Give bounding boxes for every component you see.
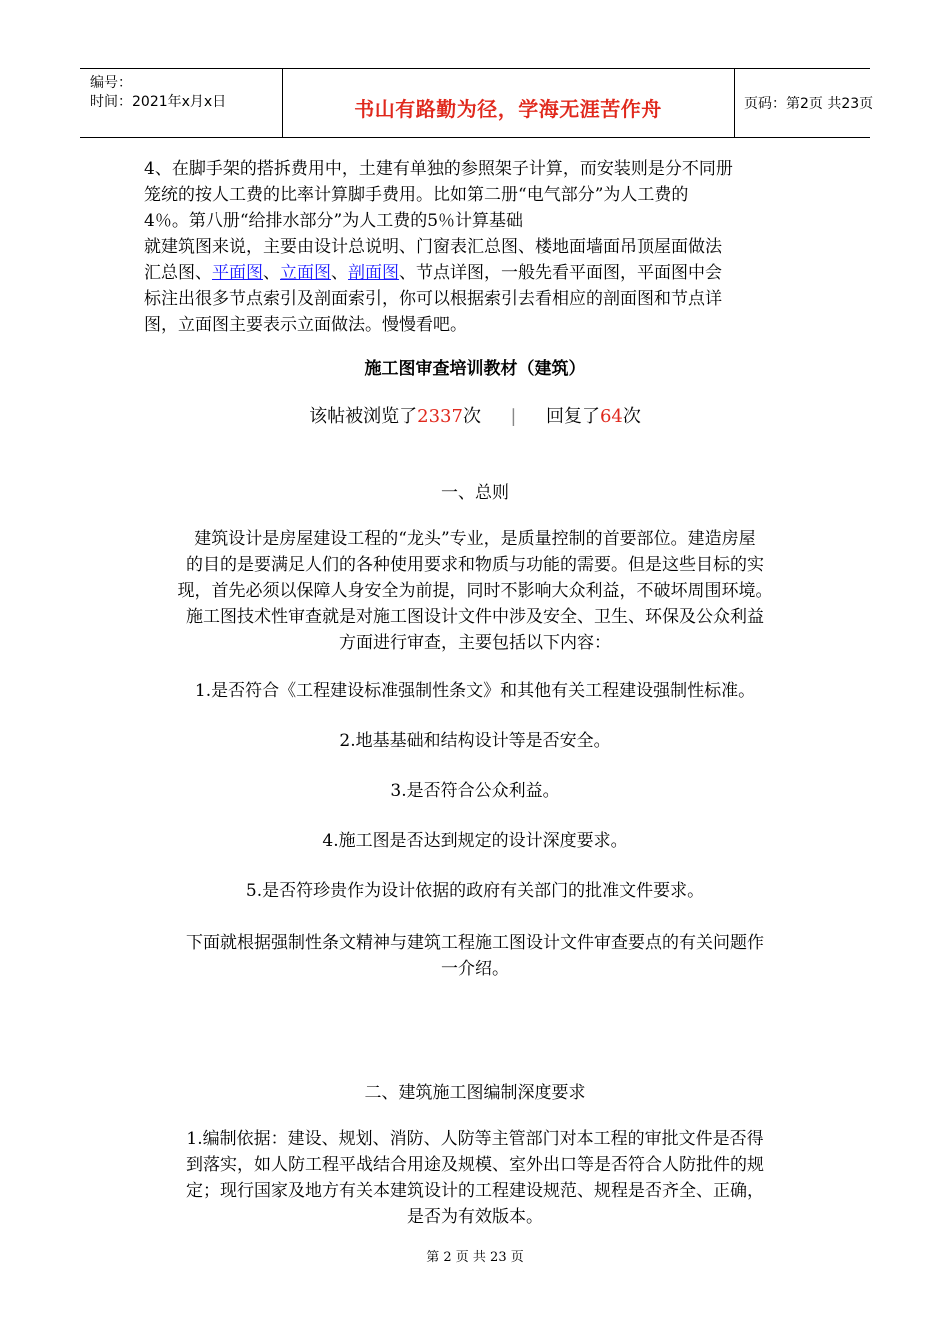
replies-count: 64 [599,406,623,427]
paragraph-text: 、节点详图，一般先看平面图，平面图中会 [399,263,722,283]
views-suffix: 次 [462,406,481,427]
section-heading-general: 一、总则 [441,483,509,503]
replies-suffix: 次 [622,406,641,427]
paragraph-line: 4、在脚手架的搭拆费用中，土建有单独的参照架子计算，而安装则是分不同册 [144,159,733,179]
paragraph-line: 定；现行国家及地方有关本建筑设计的工程建设规范、规程是否齐全、正确， [186,1181,764,1201]
plan-drawing-link[interactable]: 平面图 [212,263,263,283]
separator: 、 [331,263,348,283]
review-item: 5.是否符珍贵作为设计依据的政府有关部门的批准文件要求。 [245,881,705,901]
review-item: 1.是否符合《工程建设标准强制性条文》和其他有关工程建设强制性标准。 [194,681,756,701]
article-title: 施工图审查培训教材（建筑） [364,359,586,379]
paragraph-line: 下面就根据强制性条文精神与建筑工程施工图设计文件审查要点的有关问题作 [186,933,764,953]
elevation-drawing-link[interactable]: 立面图 [280,263,331,283]
paragraph-line: 到落实，如人防工程平战结合用途及规模、室外出口等是否符合人防批件的规 [186,1155,764,1175]
review-item: 3.是否符合公众利益。 [390,781,560,801]
replies-prefix: 回复了 [545,406,600,427]
paragraph-line: 笼统的按人工费的比率计算脚手费用。比如第二册“电气部分”为人工费的 [144,185,689,205]
paragraph-line: 就建筑图来说，主要由设计总说明、门窗表汇总图、楼地面墙面吊顶屋面做法 [144,237,722,257]
section-drawing-link[interactable]: 剖面图 [348,263,399,283]
scaffold-paragraph [144,156,804,234]
views-count: 2337 [417,406,463,427]
general-paragraph [140,526,810,656]
number-label: 编号： [90,75,132,91]
views-prefix: 该帖被浏览了 [309,406,418,427]
stats-divider: | [510,406,517,427]
drawing-paragraph [144,234,804,338]
intro-paragraph [140,930,810,982]
paragraph-line-with-links [144,260,804,286]
page-footer: 第 2 页 共 23 页 [426,1250,524,1265]
paragraph-text: 汇总图、 [144,263,212,283]
motto: 书山有路勤为径，学海无涯苦作舟 [354,97,662,121]
review-item: 4.施工图是否达到规定的设计深度要求。 [322,831,628,851]
paragraph-line: 建筑设计是房屋建设工程的“龙头”专业，是质量控制的首要部位。建造房屋 [194,529,756,549]
review-item: 2.地基基础和结构设计等是否安全。 [339,731,611,751]
paragraph-line: 是否为有效版本。 [407,1207,543,1227]
paragraph-line: 4％。第八册“给排水部分”为人工费的5％计算基础 [144,211,524,231]
page-label: 页码：第2页 共23页 [744,96,874,112]
paragraph-line: 1.编制依据：建设、规划、消防、人防等主管部门对本工程的审批文件是否得 [186,1129,764,1149]
paragraph-line: 图，立面图主要表示立面做法。慢慢看吧。 [144,315,467,335]
paragraph-line: 一介绍。 [441,959,509,979]
header-motto-cell [282,69,735,137]
paragraph-line: 标注出很多节点索引及剖面索引，你可以根据索引去看相应的剖面图和节点详 [144,289,722,309]
paragraph-line: 现，首先必须以保障人身安全为前提，同时不影响大众利益，不破坏周围环境。 [177,581,773,601]
header-right-cell [734,69,874,137]
basis-paragraph [140,1126,810,1230]
post-stats [140,404,810,430]
paragraph-line: 方面进行审查，主要包括以下内容： [339,633,611,653]
paragraph-line: 的目的是要满足人们的各种使用要求和物质与功能的需要。但是这些目标的实 [186,555,764,575]
paragraph-line: 施工图技术性审查就是对施工图设计文件中涉及安全、卫生、环保及公众利益 [186,607,764,627]
time-label: 时间：2021年x月x日 [90,94,227,110]
separator: 、 [263,263,280,283]
document-header [80,68,874,138]
header-left-cell [80,69,283,137]
section-heading-depth: 二、建筑施工图编制深度要求 [364,1083,586,1103]
